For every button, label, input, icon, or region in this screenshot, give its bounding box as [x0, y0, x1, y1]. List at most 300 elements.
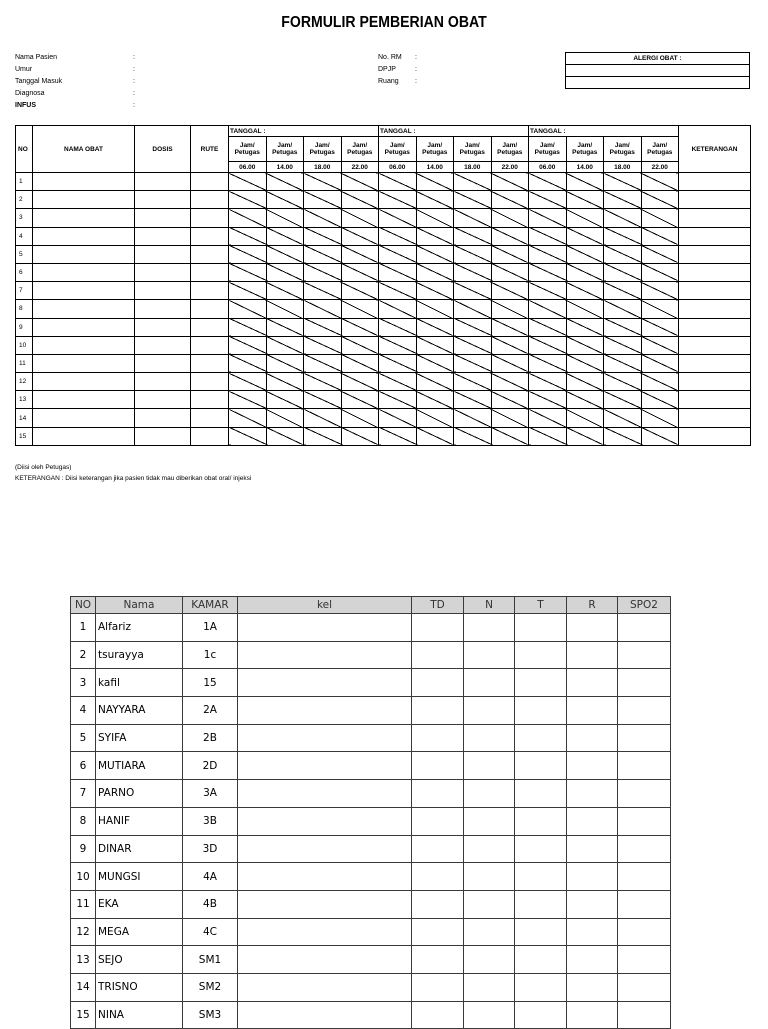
patient-spo2-cell[interactable]: [618, 780, 671, 808]
keterangan-cell[interactable]: [679, 391, 751, 409]
rute-cell[interactable]: [191, 227, 229, 245]
patient-spo2-cell[interactable]: [618, 697, 671, 725]
jam-petugas-cell[interactable]: [454, 391, 492, 409]
nama-obat-cell[interactable]: [33, 318, 135, 336]
dosis-cell[interactable]: [135, 409, 191, 427]
jam-petugas-cell[interactable]: [641, 391, 679, 409]
jam-petugas-cell[interactable]: [266, 409, 304, 427]
rute-cell[interactable]: [191, 191, 229, 209]
jam-petugas-cell[interactable]: [379, 245, 417, 263]
jam-petugas-cell[interactable]: [641, 373, 679, 391]
jam-petugas-cell[interactable]: [341, 427, 379, 445]
patient-r-cell[interactable]: [567, 835, 618, 863]
jam-petugas-cell[interactable]: [604, 209, 642, 227]
jam-petugas-cell[interactable]: [566, 227, 604, 245]
jam-petugas-cell[interactable]: [566, 391, 604, 409]
dosis-cell[interactable]: [135, 373, 191, 391]
jam-petugas-cell[interactable]: [641, 427, 679, 445]
dosis-cell[interactable]: [135, 336, 191, 354]
jam-petugas-cell[interactable]: [641, 245, 679, 263]
dosis-cell[interactable]: [135, 245, 191, 263]
patient-td-cell[interactable]: [412, 780, 464, 808]
rute-cell[interactable]: [191, 300, 229, 318]
jam-petugas-cell[interactable]: [566, 191, 604, 209]
patient-t-cell[interactable]: [515, 890, 567, 918]
nama-obat-cell[interactable]: [33, 263, 135, 281]
jam-petugas-cell[interactable]: [416, 300, 454, 318]
jam-petugas-cell[interactable]: [266, 336, 304, 354]
dosis-cell[interactable]: [135, 282, 191, 300]
patient-spo2-cell[interactable]: [618, 614, 671, 642]
jam-petugas-cell[interactable]: [529, 245, 567, 263]
jam-petugas-cell[interactable]: [604, 173, 642, 191]
rute-cell[interactable]: [191, 373, 229, 391]
jam-petugas-cell[interactable]: [454, 318, 492, 336]
jam-petugas-cell[interactable]: [604, 300, 642, 318]
rute-cell[interactable]: [191, 409, 229, 427]
jam-petugas-cell[interactable]: [379, 409, 417, 427]
patient-n-cell[interactable]: [464, 918, 515, 946]
keterangan-cell[interactable]: [679, 354, 751, 372]
jam-petugas-cell[interactable]: [229, 373, 267, 391]
jam-petugas-cell[interactable]: [454, 427, 492, 445]
jam-petugas-cell[interactable]: [341, 409, 379, 427]
jam-petugas-cell[interactable]: [229, 391, 267, 409]
jam-petugas-cell[interactable]: [454, 227, 492, 245]
jam-petugas-cell[interactable]: [566, 409, 604, 427]
patient-r-cell[interactable]: [567, 973, 618, 1001]
patient-spo2-cell[interactable]: [618, 890, 671, 918]
nama-obat-cell[interactable]: [33, 409, 135, 427]
allergy-field[interactable]: [566, 65, 750, 77]
jam-petugas-cell[interactable]: [641, 318, 679, 336]
patient-n-cell[interactable]: [464, 641, 515, 669]
jam-petugas-cell[interactable]: [304, 391, 342, 409]
jam-petugas-cell[interactable]: [454, 282, 492, 300]
keterangan-cell[interactable]: [679, 263, 751, 281]
jam-petugas-cell[interactable]: [604, 318, 642, 336]
jam-petugas-cell[interactable]: [341, 245, 379, 263]
patient-spo2-cell[interactable]: [618, 752, 671, 780]
jam-petugas-cell[interactable]: [491, 427, 529, 445]
jam-petugas-cell[interactable]: [641, 209, 679, 227]
dosis-cell[interactable]: [135, 427, 191, 445]
jam-petugas-cell[interactable]: [229, 300, 267, 318]
patient-kel-cell[interactable]: [238, 641, 412, 669]
jam-petugas-cell[interactable]: [229, 318, 267, 336]
jam-petugas-cell[interactable]: [229, 354, 267, 372]
patient-n-cell[interactable]: [464, 835, 515, 863]
jam-petugas-cell[interactable]: [266, 427, 304, 445]
patient-td-cell[interactable]: [412, 724, 464, 752]
jam-petugas-cell[interactable]: [341, 336, 379, 354]
jam-petugas-cell[interactable]: [491, 209, 529, 227]
jam-petugas-cell[interactable]: [229, 209, 267, 227]
jam-petugas-cell[interactable]: [604, 227, 642, 245]
patient-td-cell[interactable]: [412, 697, 464, 725]
keterangan-cell[interactable]: [679, 227, 751, 245]
jam-petugas-cell[interactable]: [641, 354, 679, 372]
jam-petugas-cell[interactable]: [266, 318, 304, 336]
patient-kel-cell[interactable]: [238, 780, 412, 808]
nama-obat-cell[interactable]: [33, 427, 135, 445]
jam-petugas-cell[interactable]: [341, 373, 379, 391]
jam-petugas-cell[interactable]: [229, 409, 267, 427]
jam-petugas-cell[interactable]: [529, 354, 567, 372]
jam-petugas-cell[interactable]: [529, 282, 567, 300]
patient-t-cell[interactable]: [515, 973, 567, 1001]
allergy-field[interactable]: [566, 77, 750, 89]
keterangan-cell[interactable]: [679, 191, 751, 209]
patient-kel-cell[interactable]: [238, 946, 412, 974]
patient-td-cell[interactable]: [412, 918, 464, 946]
keterangan-cell[interactable]: [679, 282, 751, 300]
patient-r-cell[interactable]: [567, 946, 618, 974]
jam-petugas-cell[interactable]: [641, 409, 679, 427]
jam-petugas-cell[interactable]: [416, 209, 454, 227]
jam-petugas-cell[interactable]: [529, 427, 567, 445]
jam-petugas-cell[interactable]: [304, 227, 342, 245]
jam-petugas-cell[interactable]: [304, 191, 342, 209]
patient-td-cell[interactable]: [412, 973, 464, 1001]
jam-petugas-cell[interactable]: [304, 209, 342, 227]
patient-spo2-cell[interactable]: [618, 918, 671, 946]
jam-petugas-cell[interactable]: [604, 336, 642, 354]
jam-petugas-cell[interactable]: [341, 391, 379, 409]
patient-kel-cell[interactable]: [238, 918, 412, 946]
jam-petugas-cell[interactable]: [566, 245, 604, 263]
jam-petugas-cell[interactable]: [491, 173, 529, 191]
jam-petugas-cell[interactable]: [266, 227, 304, 245]
jam-petugas-cell[interactable]: [304, 336, 342, 354]
patient-n-cell[interactable]: [464, 946, 515, 974]
patient-r-cell[interactable]: [567, 807, 618, 835]
keterangan-cell[interactable]: [679, 373, 751, 391]
patient-spo2-cell[interactable]: [618, 946, 671, 974]
patient-td-cell[interactable]: [412, 863, 464, 891]
patient-td-cell[interactable]: [412, 1001, 464, 1029]
rute-cell[interactable]: [191, 318, 229, 336]
jam-petugas-cell[interactable]: [416, 391, 454, 409]
patient-kel-cell[interactable]: [238, 835, 412, 863]
jam-petugas-cell[interactable]: [566, 354, 604, 372]
jam-petugas-cell[interactable]: [229, 336, 267, 354]
jam-petugas-cell[interactable]: [304, 282, 342, 300]
patient-r-cell[interactable]: [567, 752, 618, 780]
nama-obat-cell[interactable]: [33, 173, 135, 191]
jam-petugas-cell[interactable]: [641, 300, 679, 318]
patient-kel-cell[interactable]: [238, 614, 412, 642]
patient-t-cell[interactable]: [515, 697, 567, 725]
jam-petugas-cell[interactable]: [416, 409, 454, 427]
patient-t-cell[interactable]: [515, 780, 567, 808]
patient-r-cell[interactable]: [567, 863, 618, 891]
patient-n-cell[interactable]: [464, 697, 515, 725]
nama-obat-cell[interactable]: [33, 354, 135, 372]
patient-r-cell[interactable]: [567, 890, 618, 918]
patient-n-cell[interactable]: [464, 807, 515, 835]
patient-n-cell[interactable]: [464, 614, 515, 642]
keterangan-cell[interactable]: [679, 173, 751, 191]
patient-td-cell[interactable]: [412, 807, 464, 835]
jam-petugas-cell[interactable]: [529, 373, 567, 391]
patient-spo2-cell[interactable]: [618, 835, 671, 863]
jam-petugas-cell[interactable]: [379, 300, 417, 318]
patient-n-cell[interactable]: [464, 752, 515, 780]
jam-petugas-cell[interactable]: [416, 318, 454, 336]
jam-petugas-cell[interactable]: [491, 282, 529, 300]
rute-cell[interactable]: [191, 354, 229, 372]
jam-petugas-cell[interactable]: [304, 263, 342, 281]
dosis-cell[interactable]: [135, 209, 191, 227]
jam-petugas-cell[interactable]: [379, 336, 417, 354]
jam-petugas-cell[interactable]: [529, 227, 567, 245]
patient-td-cell[interactable]: [412, 669, 464, 697]
jam-petugas-cell[interactable]: [491, 354, 529, 372]
jam-petugas-cell[interactable]: [341, 209, 379, 227]
jam-petugas-cell[interactable]: [229, 173, 267, 191]
patient-spo2-cell[interactable]: [618, 863, 671, 891]
jam-petugas-cell[interactable]: [304, 354, 342, 372]
patient-r-cell[interactable]: [567, 724, 618, 752]
jam-petugas-cell[interactable]: [379, 263, 417, 281]
jam-petugas-cell[interactable]: [491, 263, 529, 281]
jam-petugas-cell[interactable]: [566, 209, 604, 227]
jam-petugas-cell[interactable]: [566, 336, 604, 354]
jam-petugas-cell[interactable]: [266, 300, 304, 318]
jam-petugas-cell[interactable]: [454, 300, 492, 318]
patient-n-cell[interactable]: [464, 780, 515, 808]
jam-petugas-cell[interactable]: [491, 318, 529, 336]
jam-petugas-cell[interactable]: [491, 336, 529, 354]
keterangan-cell[interactable]: [679, 300, 751, 318]
jam-petugas-cell[interactable]: [529, 391, 567, 409]
patient-td-cell[interactable]: [412, 614, 464, 642]
patient-kel-cell[interactable]: [238, 973, 412, 1001]
jam-petugas-cell[interactable]: [379, 427, 417, 445]
nama-obat-cell[interactable]: [33, 391, 135, 409]
patient-t-cell[interactable]: [515, 807, 567, 835]
jam-petugas-cell[interactable]: [529, 336, 567, 354]
rute-cell[interactable]: [191, 263, 229, 281]
patient-n-cell[interactable]: [464, 724, 515, 752]
dosis-cell[interactable]: [135, 300, 191, 318]
jam-petugas-cell[interactable]: [454, 409, 492, 427]
jam-petugas-cell[interactable]: [229, 282, 267, 300]
jam-petugas-cell[interactable]: [529, 409, 567, 427]
jam-petugas-cell[interactable]: [416, 227, 454, 245]
patient-t-cell[interactable]: [515, 614, 567, 642]
jam-petugas-cell[interactable]: [229, 427, 267, 445]
jam-petugas-cell[interactable]: [566, 318, 604, 336]
jam-petugas-cell[interactable]: [266, 354, 304, 372]
jam-petugas-cell[interactable]: [416, 191, 454, 209]
jam-petugas-cell[interactable]: [341, 173, 379, 191]
jam-petugas-cell[interactable]: [266, 245, 304, 263]
jam-petugas-cell[interactable]: [266, 191, 304, 209]
jam-petugas-cell[interactable]: [416, 373, 454, 391]
patient-t-cell[interactable]: [515, 835, 567, 863]
jam-petugas-cell[interactable]: [304, 300, 342, 318]
jam-petugas-cell[interactable]: [416, 336, 454, 354]
nama-obat-cell[interactable]: [33, 373, 135, 391]
jam-petugas-cell[interactable]: [529, 263, 567, 281]
jam-petugas-cell[interactable]: [454, 336, 492, 354]
patient-spo2-cell[interactable]: [618, 1001, 671, 1029]
jam-petugas-cell[interactable]: [304, 318, 342, 336]
jam-petugas-cell[interactable]: [454, 373, 492, 391]
jam-petugas-cell[interactable]: [454, 354, 492, 372]
jam-petugas-cell[interactable]: [454, 245, 492, 263]
dosis-cell[interactable]: [135, 227, 191, 245]
rute-cell[interactable]: [191, 427, 229, 445]
patient-spo2-cell[interactable]: [618, 641, 671, 669]
jam-petugas-cell[interactable]: [529, 300, 567, 318]
jam-petugas-cell[interactable]: [529, 318, 567, 336]
jam-petugas-cell[interactable]: [491, 373, 529, 391]
jam-petugas-cell[interactable]: [229, 227, 267, 245]
keterangan-cell[interactable]: [679, 409, 751, 427]
jam-petugas-cell[interactable]: [379, 318, 417, 336]
jam-petugas-cell[interactable]: [604, 354, 642, 372]
jam-petugas-cell[interactable]: [416, 245, 454, 263]
patient-t-cell[interactable]: [515, 918, 567, 946]
patient-td-cell[interactable]: [412, 752, 464, 780]
jam-petugas-cell[interactable]: [641, 336, 679, 354]
patient-kel-cell[interactable]: [238, 669, 412, 697]
patient-t-cell[interactable]: [515, 724, 567, 752]
patient-r-cell[interactable]: [567, 669, 618, 697]
jam-petugas-cell[interactable]: [266, 209, 304, 227]
jam-petugas-cell[interactable]: [604, 427, 642, 445]
jam-petugas-cell[interactable]: [416, 282, 454, 300]
jam-petugas-cell[interactable]: [604, 409, 642, 427]
jam-petugas-cell[interactable]: [529, 191, 567, 209]
patient-kel-cell[interactable]: [238, 863, 412, 891]
jam-petugas-cell[interactable]: [454, 263, 492, 281]
jam-petugas-cell[interactable]: [454, 209, 492, 227]
nama-obat-cell[interactable]: [33, 191, 135, 209]
jam-petugas-cell[interactable]: [304, 245, 342, 263]
jam-petugas-cell[interactable]: [641, 173, 679, 191]
nama-obat-cell[interactable]: [33, 282, 135, 300]
dosis-cell[interactable]: [135, 354, 191, 372]
jam-petugas-cell[interactable]: [566, 173, 604, 191]
nama-obat-cell[interactable]: [33, 209, 135, 227]
patient-r-cell[interactable]: [567, 918, 618, 946]
jam-petugas-cell[interactable]: [416, 263, 454, 281]
rute-cell[interactable]: [191, 209, 229, 227]
patient-spo2-cell[interactable]: [618, 669, 671, 697]
jam-petugas-cell[interactable]: [341, 354, 379, 372]
dosis-cell[interactable]: [135, 173, 191, 191]
nama-obat-cell[interactable]: [33, 227, 135, 245]
keterangan-cell[interactable]: [679, 245, 751, 263]
jam-petugas-cell[interactable]: [604, 245, 642, 263]
keterangan-cell[interactable]: [679, 336, 751, 354]
patient-spo2-cell[interactable]: [618, 973, 671, 1001]
jam-petugas-cell[interactable]: [491, 409, 529, 427]
jam-petugas-cell[interactable]: [379, 354, 417, 372]
jam-petugas-cell[interactable]: [304, 427, 342, 445]
jam-petugas-cell[interactable]: [379, 282, 417, 300]
patient-n-cell[interactable]: [464, 863, 515, 891]
jam-petugas-cell[interactable]: [341, 191, 379, 209]
patient-td-cell[interactable]: [412, 835, 464, 863]
patient-td-cell[interactable]: [412, 946, 464, 974]
patient-n-cell[interactable]: [464, 973, 515, 1001]
patient-r-cell[interactable]: [567, 1001, 618, 1029]
jam-petugas-cell[interactable]: [566, 282, 604, 300]
jam-petugas-cell[interactable]: [566, 373, 604, 391]
jam-petugas-cell[interactable]: [304, 373, 342, 391]
jam-petugas-cell[interactable]: [229, 245, 267, 263]
patient-r-cell[interactable]: [567, 614, 618, 642]
jam-petugas-cell[interactable]: [341, 318, 379, 336]
jam-petugas-cell[interactable]: [266, 373, 304, 391]
jam-petugas-cell[interactable]: [304, 409, 342, 427]
patient-t-cell[interactable]: [515, 946, 567, 974]
dosis-cell[interactable]: [135, 318, 191, 336]
jam-petugas-cell[interactable]: [529, 173, 567, 191]
patient-r-cell[interactable]: [567, 697, 618, 725]
dosis-cell[interactable]: [135, 191, 191, 209]
rute-cell[interactable]: [191, 282, 229, 300]
jam-petugas-cell[interactable]: [454, 173, 492, 191]
keterangan-cell[interactable]: [679, 209, 751, 227]
jam-petugas-cell[interactable]: [379, 191, 417, 209]
patient-td-cell[interactable]: [412, 641, 464, 669]
jam-petugas-cell[interactable]: [379, 173, 417, 191]
jam-petugas-cell[interactable]: [491, 191, 529, 209]
patient-kel-cell[interactable]: [238, 752, 412, 780]
dosis-cell[interactable]: [135, 391, 191, 409]
jam-petugas-cell[interactable]: [566, 263, 604, 281]
patient-r-cell[interactable]: [567, 641, 618, 669]
nama-obat-cell[interactable]: [33, 300, 135, 318]
rute-cell[interactable]: [191, 391, 229, 409]
nama-obat-cell[interactable]: [33, 245, 135, 263]
jam-petugas-cell[interactable]: [566, 427, 604, 445]
jam-petugas-cell[interactable]: [604, 263, 642, 281]
jam-petugas-cell[interactable]: [341, 263, 379, 281]
jam-petugas-cell[interactable]: [604, 373, 642, 391]
rute-cell[interactable]: [191, 245, 229, 263]
jam-petugas-cell[interactable]: [641, 282, 679, 300]
jam-petugas-cell[interactable]: [379, 373, 417, 391]
jam-petugas-cell[interactable]: [416, 427, 454, 445]
jam-petugas-cell[interactable]: [266, 282, 304, 300]
jam-petugas-cell[interactable]: [604, 391, 642, 409]
jam-petugas-cell[interactable]: [341, 300, 379, 318]
jam-petugas-cell[interactable]: [491, 391, 529, 409]
patient-n-cell[interactable]: [464, 890, 515, 918]
patient-kel-cell[interactable]: [238, 890, 412, 918]
jam-petugas-cell[interactable]: [341, 282, 379, 300]
jam-petugas-cell[interactable]: [641, 227, 679, 245]
jam-petugas-cell[interactable]: [266, 263, 304, 281]
jam-petugas-cell[interactable]: [529, 209, 567, 227]
jam-petugas-cell[interactable]: [604, 282, 642, 300]
jam-petugas-cell[interactable]: [416, 354, 454, 372]
jam-petugas-cell[interactable]: [229, 263, 267, 281]
jam-petugas-cell[interactable]: [641, 191, 679, 209]
patient-kel-cell[interactable]: [238, 724, 412, 752]
jam-petugas-cell[interactable]: [379, 227, 417, 245]
patient-kel-cell[interactable]: [238, 807, 412, 835]
jam-petugas-cell[interactable]: [491, 227, 529, 245]
jam-petugas-cell[interactable]: [304, 173, 342, 191]
